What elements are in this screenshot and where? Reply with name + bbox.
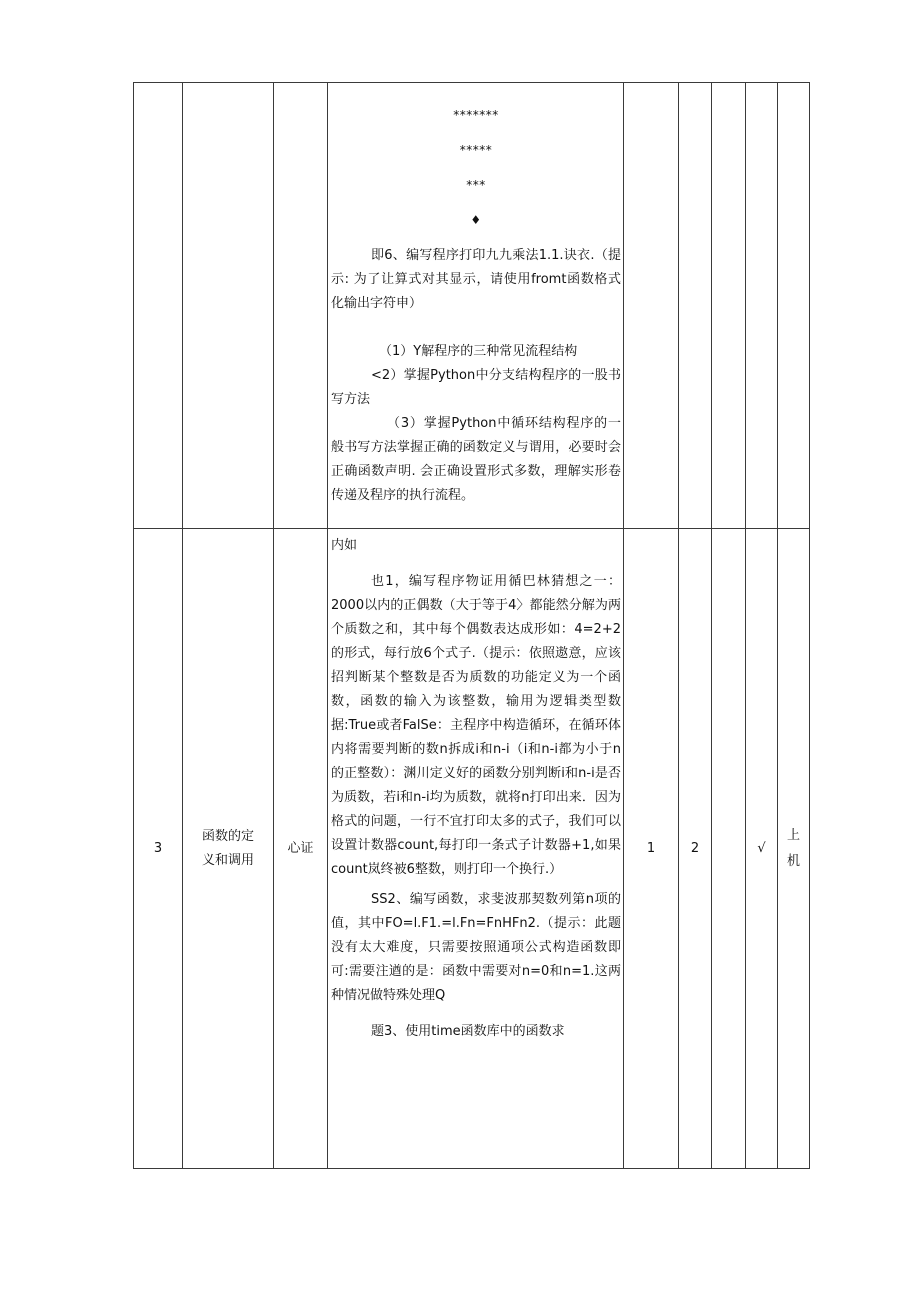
hours-a-cell: 1 bbox=[624, 529, 679, 1169]
table-row bbox=[134, 83, 810, 529]
hours-b-cell bbox=[679, 83, 712, 529]
content-cell bbox=[328, 83, 624, 529]
diamond-marker: ♦ bbox=[470, 213, 482, 227]
task-3-text: 题3、使用time函数库中的函数求 bbox=[371, 1024, 565, 1039]
hours-a-cell bbox=[624, 83, 679, 529]
objective-3: （3）掌握Python中循环结构程序的一般书写方法掌握正确的函数定义与谓用，必要时会正确函数声明. 会正确设置形式多数，理解实形卷传递及程序的执行流程。 bbox=[331, 416, 621, 503]
task-1-text: 也1，编写程序物证用循巴林猜想之一：2000以内的正偶数（大于等于4〉都能然分解为两个质数之和，其中每个偶数表达成形如：4=2+2的形式，每行放6个式子.（提示：依照遨意，应该招判断某个整数是否为质数的功能定义为一个函数，函数的输入为该整数，输用为逻辑类型数据:True或者FalSe：主程序中构造循环，在循环体内将需要判断的数n拆成i和n-i（i和n-i都为小于n的正整数）：渊川定义好的函数分别判断i和n-i是否为质数，若i和n-i均为质数，就将n打印出来．因为格式的问题，一行不宜打印太多的式子，我们可以设置计数器count,每打印一条式子计数器+1,如果count岚终被6整数，则打印一个换行.） bbox=[331, 574, 621, 877]
mode-cell bbox=[778, 83, 810, 529]
type-cell: 心证 bbox=[274, 529, 328, 1169]
star-line: ***** bbox=[459, 143, 493, 157]
course-name: 函数的定义和调用 bbox=[201, 828, 254, 868]
table-row bbox=[134, 529, 810, 1169]
mode-label: 上机 bbox=[786, 827, 800, 869]
hours-b-cell: 2 bbox=[679, 529, 712, 1169]
task-2-text: SS2、编写函数，求斐波那契数列第n项的值，其中FO=l.F1.=l.Fn=FnHFn2.（提示：此题没有太大难度，只需要按照通项公式构造函数即可:需要注遒的是：函数中需要对n=0和n=1.这两种情况做特殊处理Q bbox=[331, 892, 621, 1003]
type-cell bbox=[274, 83, 328, 529]
index-cell: 3 bbox=[134, 529, 183, 1169]
task-6-text: 即6、编写程序打印九九乘法1.1.诀衣.（提示: 为了让算式对其显示，请使用fromt函数格式化输出字符申） bbox=[331, 248, 621, 311]
content-heading: 内如 bbox=[331, 538, 358, 553]
star-line: *** bbox=[466, 178, 486, 192]
check-cell bbox=[746, 83, 778, 529]
name-cell bbox=[183, 83, 274, 529]
objective-2: <2）掌握Python中分支结构程序的一股书写方法 bbox=[331, 368, 621, 407]
empty-cell bbox=[712, 529, 746, 1169]
star-line: ******* bbox=[453, 108, 499, 122]
empty-cell bbox=[712, 83, 746, 529]
check-cell: √ bbox=[746, 529, 778, 1169]
objective-1: （1）Y解程序的三种常见流程结构 bbox=[379, 344, 578, 359]
mode-cell bbox=[778, 529, 810, 1169]
content-cell bbox=[328, 529, 624, 1169]
name-cell bbox=[183, 529, 274, 1169]
index-cell bbox=[134, 83, 183, 529]
syllabus-table bbox=[133, 82, 810, 1169]
